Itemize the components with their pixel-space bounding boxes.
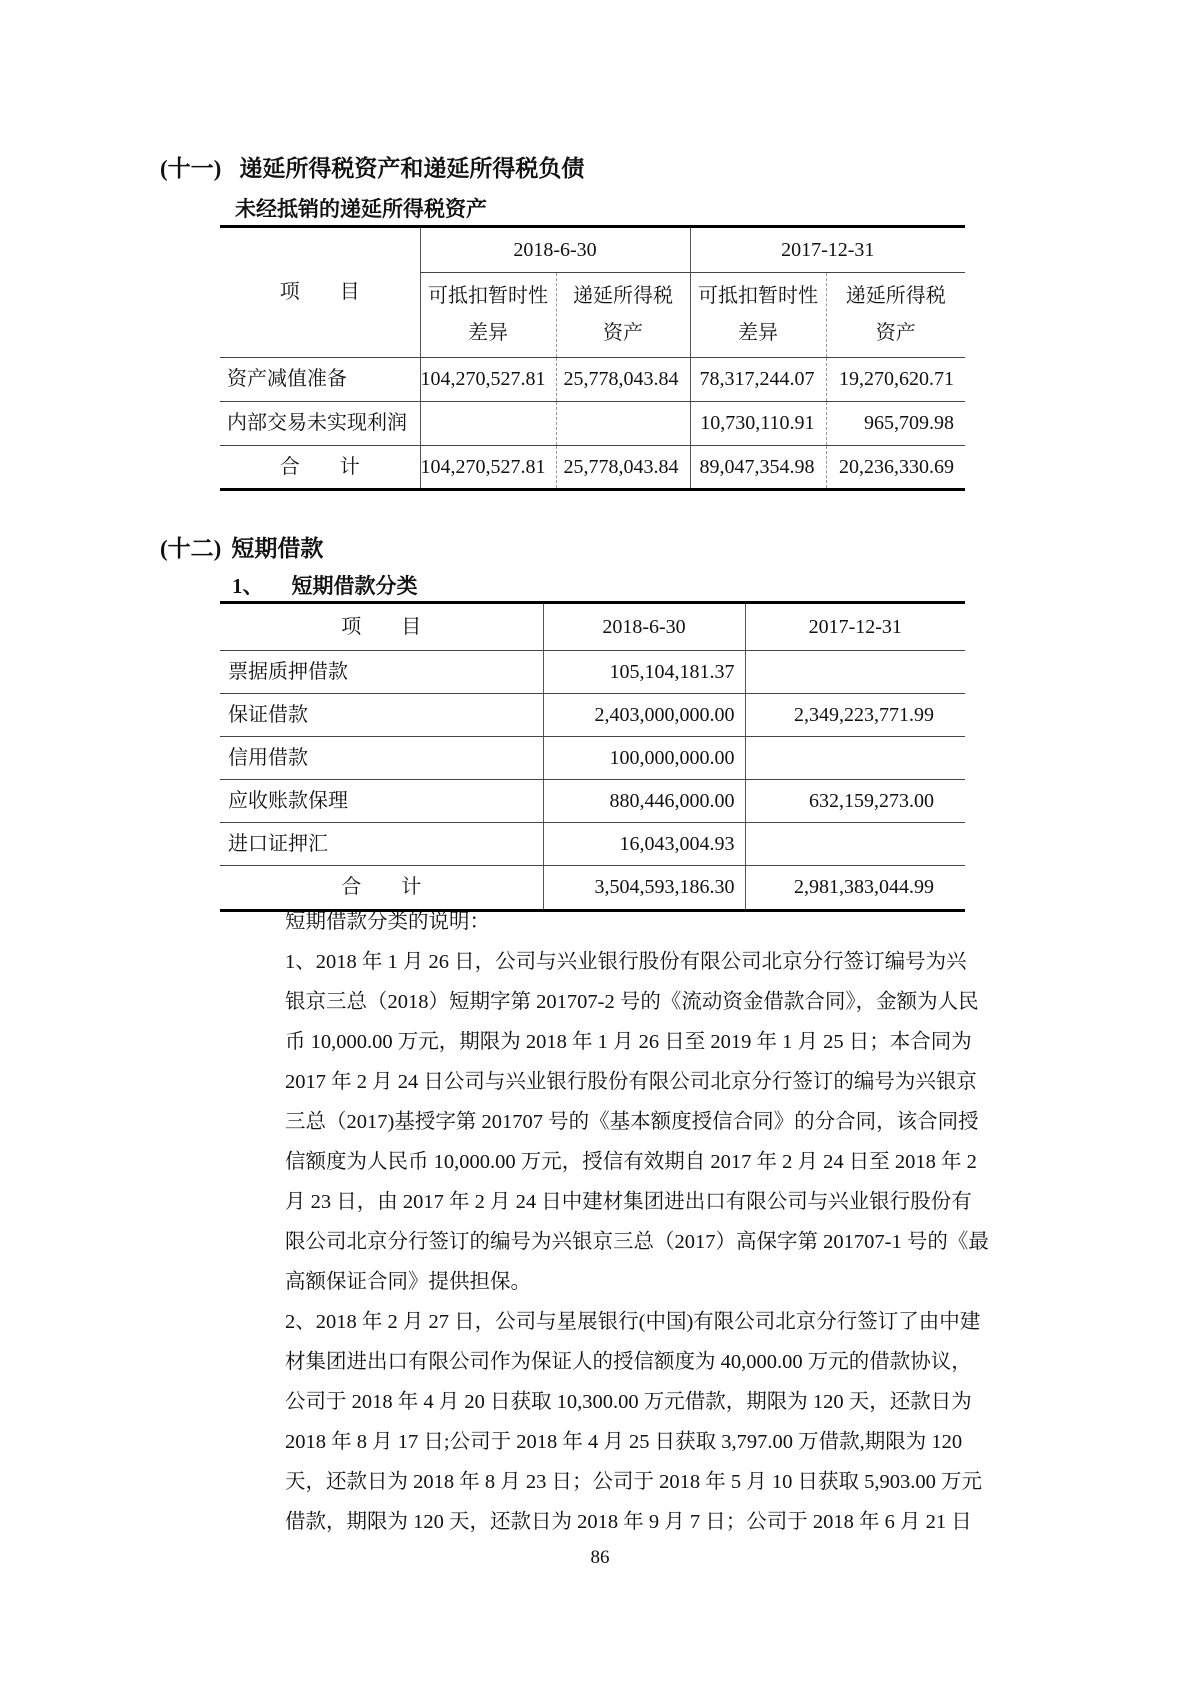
cell-value: 105,104,181.37 [543, 651, 745, 694]
cell-value: 632,159,273.00 [745, 780, 965, 823]
page-number: 86 [590, 1547, 610, 1568]
table-row [220, 402, 965, 446]
section-12-number: (十二) [160, 536, 222, 561]
section-11-title: 递延所得税资产和递延所得税负债 [239, 156, 585, 181]
table-total-row [220, 446, 965, 490]
cell-value: 3,504,593,186.30 [543, 866, 745, 911]
note-1-line: 1、2018 年 1 月 26 日，公司与兴业银行股份有限公司北京分行签订编号为兴 [285, 951, 967, 973]
section-11-heading [160, 150, 584, 183]
cell-value: 78,317,244.07 [690, 358, 826, 402]
loan-notes [285, 902, 989, 1542]
cell-value: 100,000,000.00 [543, 737, 745, 780]
short-term-loan-table [220, 601, 965, 912]
cell-item: 内部交易未实现利润 [220, 402, 420, 446]
cell-value: 25,778,043.84 [556, 446, 690, 490]
cell-total-label: 合 计 [341, 876, 422, 898]
cell-value: 10,730,110.91 [690, 402, 826, 446]
note-2-line: 2018 年 8 月 17 日;公司于 2018 年 4 月 25 日获取 3,797.00 万借款,期限为 120 [285, 1431, 963, 1453]
cell-total-label: 合 计 [279, 455, 360, 478]
section-11-number: (十一) [160, 156, 222, 181]
cell-value: 2,349,223,771.99 [745, 694, 965, 737]
table-row [220, 694, 965, 737]
note-2-line: 公司于 2018 年 4 月 20 日获取 10,300.00 万元借款，期限为 120 天，还款日为 [285, 1391, 972, 1413]
section-12-heading [160, 530, 323, 563]
cell-value: 104,270,527.81 [420, 446, 556, 490]
cell-value: 19,270,620.71 [826, 358, 965, 402]
column-header-period-2018: 2018-6-30 [420, 227, 690, 273]
section-12-title: 短期借款 [231, 536, 324, 561]
section-11-subtitle: 未经抵销的递延所得税资产 [235, 197, 487, 221]
table-row [220, 358, 965, 402]
cell-value: 25,778,043.84 [556, 358, 690, 402]
table-row [220, 737, 965, 780]
cell-value [745, 651, 965, 694]
cell-value: 104,270,527.81 [420, 358, 556, 402]
column-header-period-2018: 2018-6-30 [543, 603, 745, 651]
cell-item: 进口证押汇 [220, 823, 543, 866]
table-row [220, 823, 965, 866]
note-1-line: 银京三总（2018）短期字第 201707-2 号的《流动资金借款合同》，金额为人民 [285, 991, 979, 1013]
subheader-deferred-tax-2017: 递延所得税 资产 [826, 273, 965, 358]
cell-item: 应收账款保理 [220, 780, 543, 823]
column-header-item: 项 目 [220, 227, 420, 358]
cell-value: 89,047,354.98 [690, 446, 826, 490]
cell-value [420, 402, 556, 446]
list-item-1-title: 短期借款分类 [291, 574, 418, 598]
cell-item: 资产减值准备 [220, 358, 420, 402]
cell-value: 20,236,330.69 [826, 446, 965, 490]
cell-value: 880,446,000.00 [543, 780, 745, 823]
cell-value [556, 402, 690, 446]
table-row [220, 780, 965, 823]
notes-title: 短期借款分类的说明： [285, 911, 490, 933]
note-1-line: 2017 年 2 月 24 日公司与兴业银行股份有限公司北京分行签订的编号为兴银京 [285, 1071, 977, 1093]
note-2-line: 天，还款日为 2018 年 8 月 23 日；公司于 2018 年 5 月 10 日获取 5,903.00 万元 [285, 1471, 982, 1493]
table-header-row [220, 603, 965, 651]
cell-value: 2,981,383,044.99 [745, 866, 965, 911]
note-2-line: 2、2018 年 2 月 27 日，公司与星展银行(中国)有限公司北京分行签订了由中建 [285, 1311, 981, 1333]
list-item-1-number: 1、 [232, 574, 264, 598]
note-1-line: 高额保证合同》提供担保。 [285, 1271, 531, 1293]
cell-item: 保证借款 [220, 694, 543, 737]
column-header-period-2017: 2017-12-31 [745, 603, 965, 651]
cell-value [745, 823, 965, 866]
list-item-1-heading [232, 570, 418, 600]
note-1-line: 币 10,000.00 万元，期限为 2018 年 1 月 26 日至 2019 年 1 月 25 日；本合同为 [285, 1031, 972, 1053]
table-header-row [220, 227, 965, 273]
note-2-line: 借款，期限为 120 天，还款日为 2018 年 9 月 7 日；公司于 2018 年 6 月 21 日 [285, 1511, 972, 1533]
column-header-period-2017: 2017-12-31 [690, 227, 965, 273]
cell-value: 965,709.98 [826, 402, 965, 446]
cell-item: 信用借款 [220, 737, 543, 780]
cell-item: 票据质押借款 [220, 651, 543, 694]
note-1-line: 信额度为人民币 10,000.00 万元，授信有效期自 2017 年 2 月 24 日至 2018 年 2 [285, 1151, 977, 1173]
deferred-tax-table [220, 225, 965, 491]
subheader-deferred-tax-2018: 递延所得税 资产 [556, 273, 690, 358]
note-1-line: 三总（2017)基授字第 201707 号的《基本额度授信合同》的分合同，该合同授 [285, 1111, 979, 1133]
cell-value [745, 737, 965, 780]
cell-value: 2,403,000,000.00 [543, 694, 745, 737]
note-2-line: 材集团进出口有限公司作为保证人的授信额度为 40,000.00 万元的借款协议， [285, 1351, 972, 1373]
subheader-deductible-diff-2018: 可抵扣暂时性 差异 [420, 273, 556, 358]
note-1-line: 限公司北京分行签订的编号为兴银京三总（2017）高保字第 201707-1 号的《最 [285, 1231, 989, 1253]
cell-value: 16,043,004.93 [543, 823, 745, 866]
column-header-item: 项 目 [220, 603, 543, 651]
table-row [220, 651, 965, 694]
note-1-line: 月 23 日，由 2017 年 2 月 24 日中建材集团进出口有限公司与兴业银行股份有 [285, 1191, 972, 1213]
subheader-deductible-diff-2017: 可抵扣暂时性 差异 [690, 273, 826, 358]
